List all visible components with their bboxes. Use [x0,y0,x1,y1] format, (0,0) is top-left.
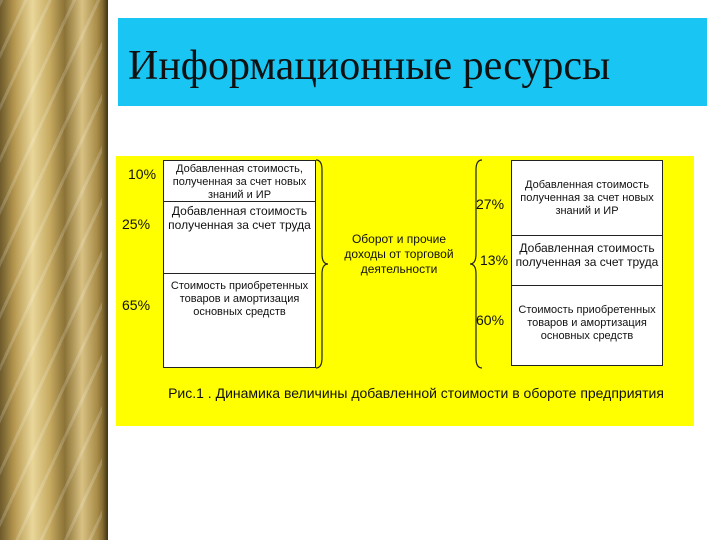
left-block-labor: Добавленная стоимость полученная за счет труда [164,201,315,273]
turnover-label: Оборот и прочие доходы от торговой деятельности [344,232,454,276]
right-block-new-knowledge: Добавленная стоимость полученная за счет новых знаний и ИР [520,179,654,217]
right-column [511,160,663,366]
left-block-new-knowledge: Добавленная стоимость, полученная за счет новых знаний и ИР [172,163,307,201]
left-column [163,160,316,368]
right-percent-2: 13% [480,252,509,268]
figure-caption: Рис.1 . Динамика величины добавленной стоимости в обороте предприятия [168,385,664,401]
decorative-side-band [0,0,108,540]
side-band-edge [102,0,108,540]
left-percent-2: 25% [122,216,151,232]
left-block-goods-amortization: Стоимость приобретенных товаров и амортизация основных средств [164,273,315,369]
diagram-panel [116,156,694,426]
left-brace [314,160,332,368]
left-percent-1: 10% [128,166,157,182]
right-percent-3: 60% [476,312,505,328]
slide-title: Информационные ресурсы [128,43,611,89]
title-bar [118,18,707,106]
right-block-labor: Добавленная стоимость полученная за счет труда [512,235,662,285]
right-percent-1: 27% [476,196,505,212]
left-percent-3: 65% [122,297,151,313]
right-block-goods-amortization: Стоимость приобретенных товаров и амортизация основных средств [512,285,662,367]
